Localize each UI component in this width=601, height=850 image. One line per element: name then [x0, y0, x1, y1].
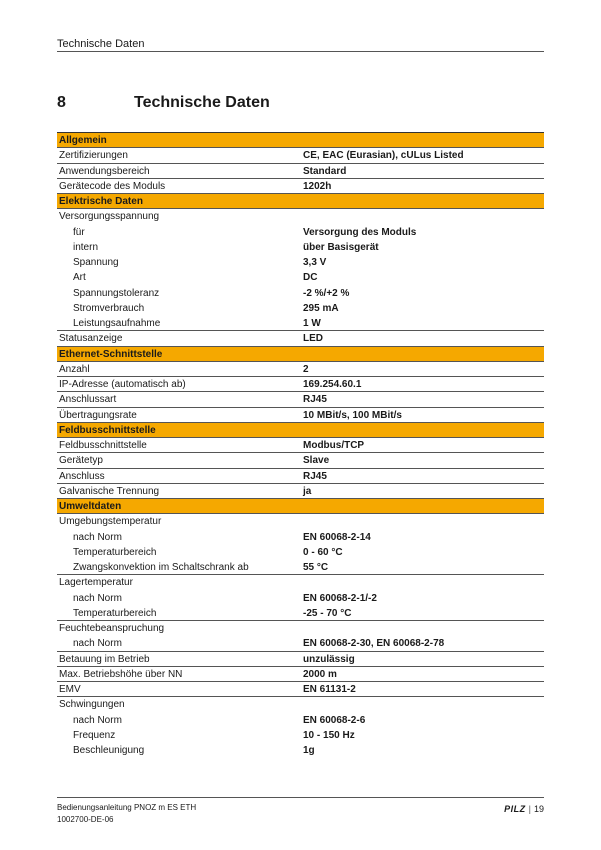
row-value: LED [303, 333, 323, 345]
row-value: EN 60068-2-1/-2 [303, 592, 377, 604]
footer-divider [57, 797, 544, 798]
row-value: 1 W [303, 318, 321, 329]
row-label: Stromverbrauch [73, 302, 145, 314]
table-row [57, 636, 544, 651]
table-row [57, 575, 544, 590]
table-row [57, 240, 544, 255]
row-value: über Basisgerät [303, 241, 379, 253]
row-value: 0 - 60 °C [303, 546, 343, 558]
table-row [57, 545, 544, 560]
table-row [57, 514, 544, 529]
table-row [57, 743, 544, 758]
table-row [57, 255, 544, 270]
table-row [57, 408, 544, 423]
row-label: Gerätecode des Moduls [59, 180, 166, 192]
row-label: IP-Adresse (automatisch ab) [59, 379, 186, 390]
row-label: Zwangskonvektion im Schaltschrank ab [73, 562, 249, 573]
table-row [57, 728, 544, 743]
row-value: EN 60068-2-14 [303, 531, 371, 543]
row-value: 1202h [303, 180, 332, 192]
row-value: 55 °C [303, 562, 329, 573]
row-value: EN 60068-2-6 [303, 714, 366, 726]
table-row [57, 225, 544, 240]
row-value: 10 - 150 Hz [303, 729, 355, 741]
row-value: Slave [303, 455, 330, 467]
table-row [57, 179, 544, 194]
section-header [57, 499, 544, 514]
row-label: Beschleunigung [73, 745, 145, 756]
row-value: RJ45 [303, 394, 327, 406]
row-label: EMV [59, 684, 81, 695]
row-label: Frequenz [73, 729, 116, 741]
row-label: Leistungsaufnahme [73, 318, 161, 329]
table-row [57, 301, 544, 316]
table-row [57, 270, 544, 285]
row-value: EN 60068-2-30, EN 60068-2-78 [303, 638, 445, 650]
row-label: Übertragungsrate [59, 409, 137, 421]
table-row [57, 667, 544, 682]
row-label: Anwendungsbereich [59, 165, 150, 177]
table-row [57, 209, 544, 224]
pilz-logo: PILZ [504, 804, 526, 814]
table-row [57, 438, 544, 453]
row-label: Feldbusschnittstelle [59, 440, 147, 451]
row-label: Gerätetyp [59, 455, 103, 467]
row-label: intern [73, 241, 99, 253]
table-row [57, 713, 544, 728]
table-row [57, 148, 544, 163]
row-label: Schwingungen [59, 699, 125, 711]
section-header [57, 194, 544, 209]
row-value: -25 - 70 °C [303, 607, 352, 619]
table-row [57, 697, 544, 712]
table-row [57, 286, 544, 301]
row-label: Statusanzeige [59, 333, 123, 345]
technical-data-table [57, 132, 544, 758]
footer-doc-title: Bedienungsanleitung PNOZ m ES ETH [57, 803, 197, 812]
row-value: Standard [303, 165, 347, 177]
row-value: Modbus/TCP [303, 440, 365, 451]
row-label: Art [73, 272, 86, 284]
table-row [57, 164, 544, 179]
table-row [57, 682, 544, 697]
section-title: Feldbusschnittstelle [59, 424, 156, 436]
table-row [57, 392, 544, 407]
row-value: 1g [303, 745, 315, 756]
row-label: Galvanische Trennung [59, 485, 160, 497]
row-label: Spannungstoleranz [73, 287, 160, 299]
table-row [57, 560, 544, 575]
row-label: nach Norm [73, 638, 122, 650]
table-row [57, 453, 544, 468]
section-header [57, 347, 544, 362]
table-row [57, 606, 544, 621]
footer-doc-info [57, 802, 196, 826]
row-value: 169.254.60.1 [303, 379, 362, 390]
row-label: Lagertemperatur [59, 577, 133, 589]
row-label: nach Norm [73, 531, 122, 543]
row-label: Anschluss [59, 470, 105, 482]
row-value: 295 mA [303, 302, 339, 314]
table-row [57, 530, 544, 545]
row-value: CE, EAC (Eurasian), cULus Listed [303, 150, 464, 162]
row-label: Temperaturbereich [73, 607, 157, 619]
row-label: Spannung [73, 257, 119, 268]
row-value: 3,3 V [303, 257, 327, 268]
section-header [57, 133, 544, 148]
row-label: Max. Betriebshöhe über NN [59, 668, 183, 680]
chapter-title: Technische Daten [134, 94, 270, 111]
row-value: -2 %/+2 % [303, 287, 350, 299]
section-title: Ethernet-Schnittstelle [59, 348, 163, 360]
row-label: Temperaturbereich [73, 546, 157, 558]
row-label: nach Norm [73, 592, 122, 604]
section-title: Umweltdaten [59, 501, 122, 512]
table-row [57, 316, 544, 331]
header-divider [57, 51, 544, 52]
table-row [57, 377, 544, 392]
footer-doc-number: 1002700-DE-06 [57, 815, 114, 824]
row-label: Umgebungstemperatur [59, 516, 162, 528]
row-label: Anzahl [59, 363, 90, 375]
row-label: Versorgungsspannung [59, 211, 160, 223]
row-label: Betauung im Betrieb [59, 653, 150, 665]
footer-separator: | [528, 804, 531, 814]
row-value: Versorgung des Moduls [303, 226, 417, 238]
section-header [57, 423, 544, 438]
row-value: 2 [303, 363, 309, 375]
row-label: nach Norm [73, 714, 122, 726]
row-label: Feuchtebeanspruchung [59, 623, 165, 634]
table-row [57, 652, 544, 667]
row-value: DC [303, 272, 318, 284]
table-row [57, 621, 544, 636]
row-value: ja [303, 485, 312, 497]
running-header: Technische Daten [57, 38, 145, 50]
row-value: 2000 m [303, 668, 337, 680]
row-value: EN 61131-2 [303, 684, 356, 695]
footer-page-info [504, 804, 544, 814]
table-row [57, 331, 544, 346]
table-row [57, 469, 544, 484]
row-value: RJ45 [303, 470, 327, 482]
table-row [57, 362, 544, 377]
section-title: Elektrische Daten [59, 196, 143, 207]
table-row [57, 484, 544, 499]
row-label: Anschlussart [59, 394, 117, 406]
row-value: 10 MBit/s, 100 MBit/s [303, 409, 402, 421]
chapter-number: 8 [57, 94, 66, 111]
row-label: Zertifizierungen [59, 150, 128, 162]
page-number: 19 [533, 804, 544, 814]
row-value: unzulässig [303, 653, 355, 665]
table-row [57, 591, 544, 606]
row-label: für [73, 226, 85, 238]
section-title: Allgemein [59, 135, 107, 146]
